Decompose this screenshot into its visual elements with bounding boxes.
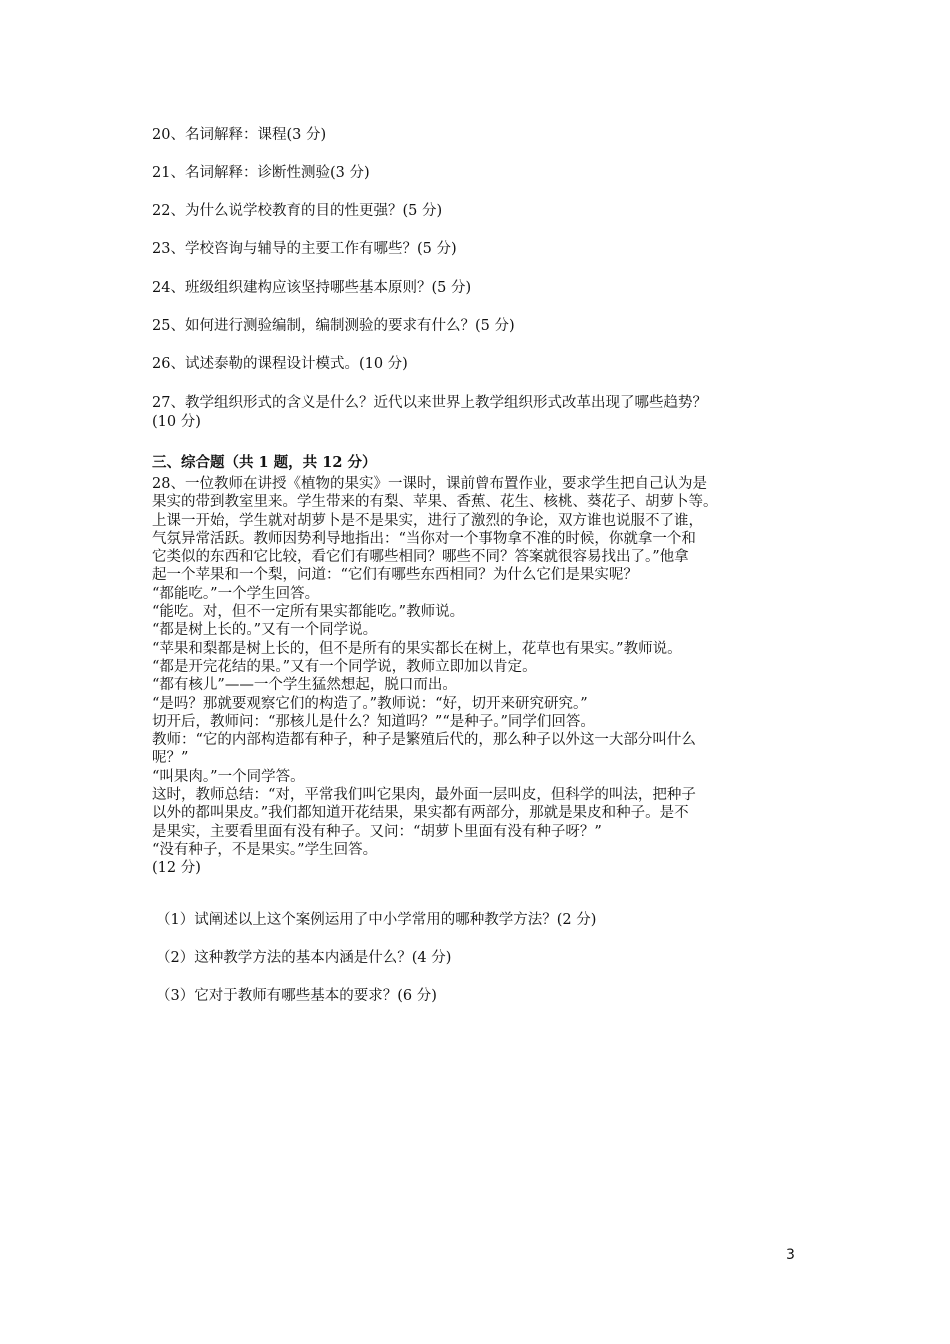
section-heading: 三、综合题（共 1 题，共 12 分） <box>152 454 377 471</box>
case-line: “叫果肉。”一个同学答。 <box>152 768 305 785</box>
case-line: 以外的都叫果皮。”我们都知道开花结果，果实都有两部分，那就是果皮和种子。是不 <box>152 805 689 822</box>
question-21: 21、名词解释：诊断性测验(3 分) <box>152 165 370 181</box>
case-line: “能吃。对，但不一定所有果实都能吃。”教师说。 <box>152 604 465 621</box>
question-26: 26、试述泰勒的课程设计模式。(10 分) <box>152 356 408 372</box>
case-line: “是吗？那就要观察它们的构造了。”教师说：“好，切开来研究研究。” <box>152 695 588 712</box>
case-line: 是果实，主要看里面有没有种子。又问：“胡萝卜里面有没有种子呀？” <box>152 823 602 840</box>
case-line: 28、一位教师在讲授《植物的果实》一课时，课前曾布置作业，要求学生把自己认为是 <box>152 476 707 492</box>
case-line: “都是开完花结的果。”又有一个同学说，教师立即加以肯定。 <box>152 658 537 675</box>
sub-question-2: （2）这种教学方法的基本内涵是什么？(4 分) <box>156 950 452 966</box>
case-line: “都有核儿”——一个学生猛然想起，脱口而出。 <box>152 677 457 694</box>
case-line: 起一个苹果和一个梨，问道：“它们有哪些东西相同？为什么它们是果实呢？ <box>152 567 638 584</box>
question-27: 27、教学组织形式的含义是什么？近代以来世界上教学组织形式改革出现了哪些趋势？ (10 分) <box>152 395 707 430</box>
question-25: 25、如何进行测验编制，编制测验的要求有什么？(5 分) <box>152 318 515 334</box>
question-23: 23、学校咨询与辅导的主要工作有哪些？(5 分) <box>152 241 457 257</box>
question-24: 24、班级组织建构应该坚持哪些基本原则？(5 分) <box>152 280 472 296</box>
case-line: 上课一开始，学生就对胡萝卜是不是果实，进行了激烈的争论，双方谁也说服不了谁， <box>152 512 703 529</box>
case-study-text <box>152 475 817 878</box>
case-line: 切开后，教师问：“那核儿是什么？知道吗？”“是种子。”同学们回答。 <box>152 713 595 730</box>
question-20: 20、名词解释：课程(3 分) <box>152 127 327 143</box>
case-line: 呢？” <box>152 750 189 767</box>
case-line: (12 分) <box>152 860 201 877</box>
case-line: 教师：“它的内部构造都有种子，种子是繁殖后代的，那么种子以外这一大部分叫什么 <box>152 732 696 749</box>
case-line: “都能吃。”一个学生回答。 <box>152 585 320 602</box>
case-line: 这时，教师总结：“对，平常我们叫它果肉，最外面一层叫皮，但科学的叫法，把种子 <box>152 787 696 804</box>
sub-question-1: （1）试阐述以上这个案例运用了中小学常用的哪种教学方法？(2 分) <box>156 912 597 928</box>
case-line: 气氛异常活跃。教师因势利导地指出：“当你对一个事物拿不准的时候，你就拿一个和 <box>152 530 696 547</box>
case-line: 它类似的东西和它比较，看它们有哪些相同？哪些不同？答案就很容易找出了。”他拿 <box>152 549 689 566</box>
sub-question-3: （3）它对于教师有哪些基本的要求？(6 分) <box>156 988 437 1004</box>
case-line: 果实的带到教室里来。学生带来的有梨、苹果、香蕉、花生、核桃、葵花子、胡萝卜等。 <box>152 494 718 511</box>
page-number: 3 <box>786 1247 795 1263</box>
case-line: “苹果和梨都是树上长的，但不是所有的果实都长在树上，花草也有果实。”教师说。 <box>152 640 682 657</box>
case-line: “都是树上长的。”又有一个同学说。 <box>152 622 378 639</box>
question-22: 22、为什么说学校教育的目的性更强？(5 分) <box>152 203 443 219</box>
case-line: “没有种子，不是果实。”学生回答。 <box>152 841 378 858</box>
